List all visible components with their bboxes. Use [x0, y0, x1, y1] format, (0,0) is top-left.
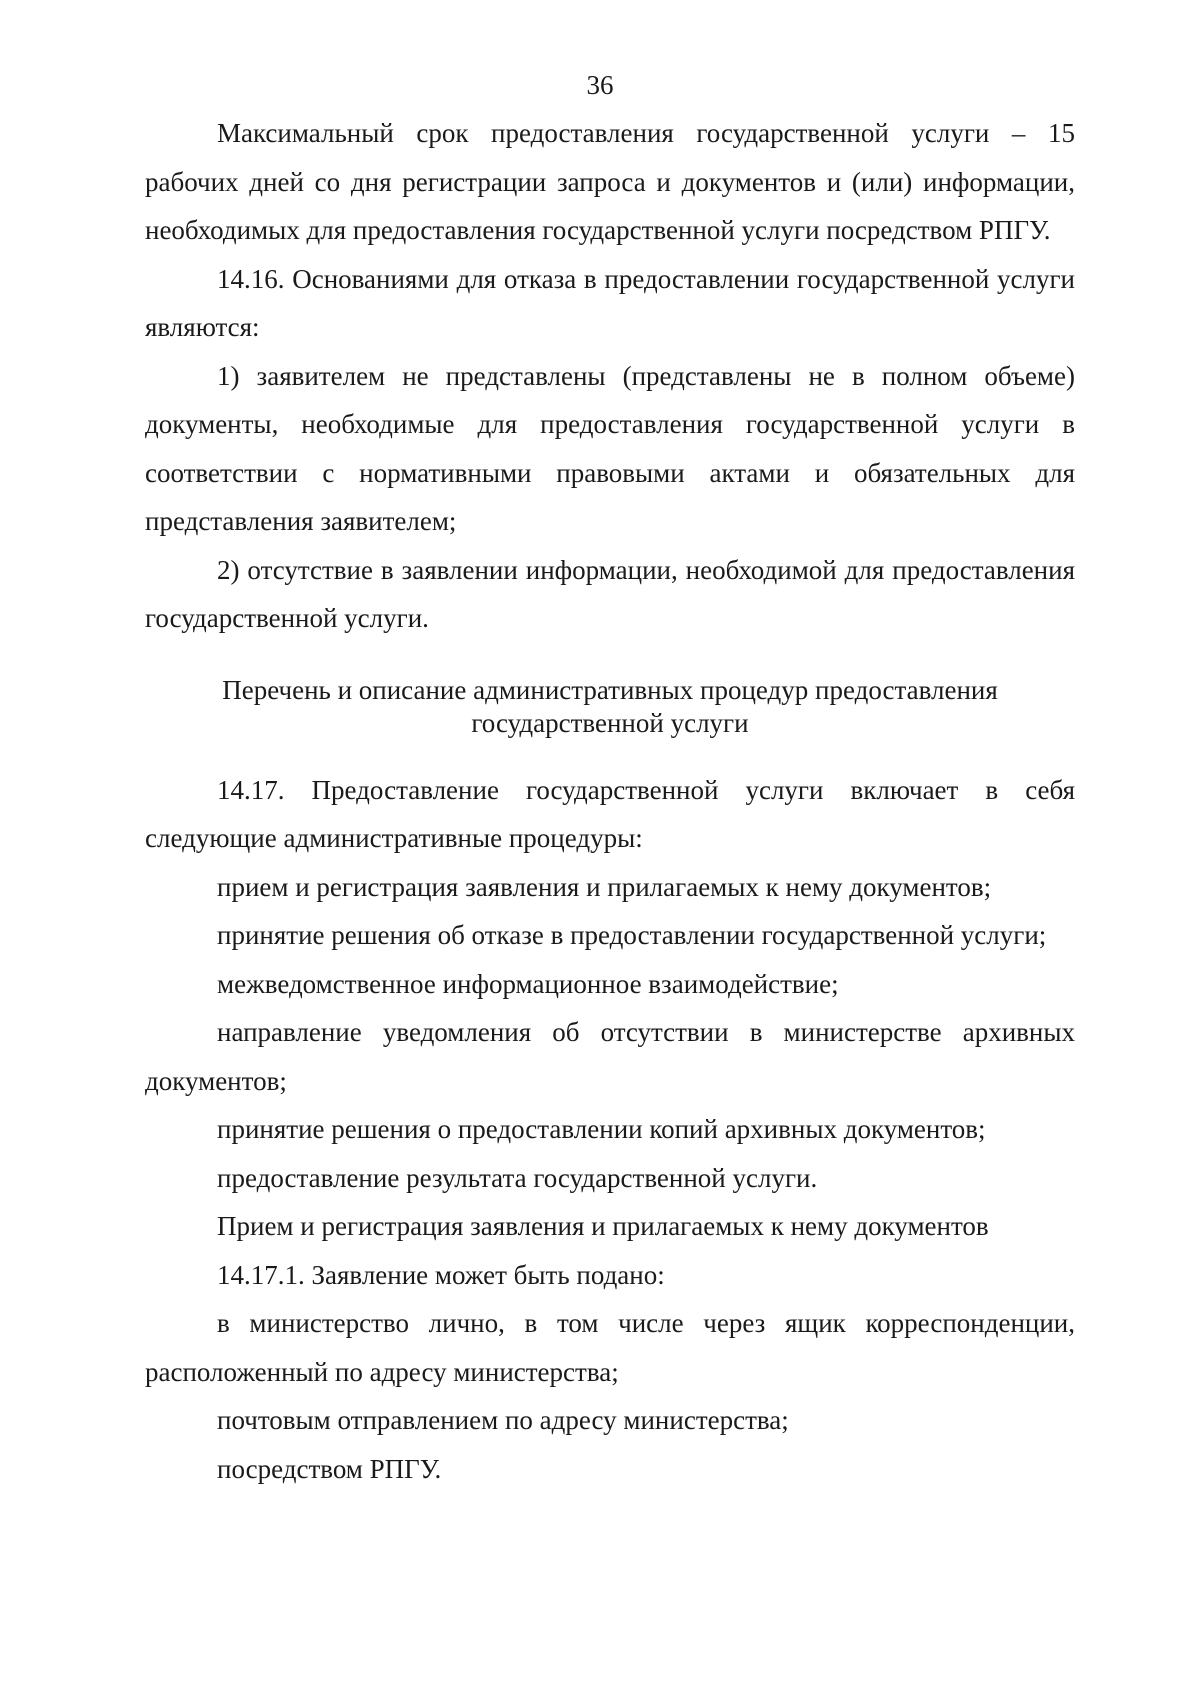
- paragraph-14-17: 14.17. Предоставление государственной услуги включает в себя следующие административные процедуры:: [145, 774, 1075, 853]
- list-item-procedure-6: предоставление результата государственной услуги.: [217, 1162, 818, 1193]
- document-body: [145, 109, 1075, 1493]
- paragraph-14-16: 14.16. Основаниями для отказа в предоставлении государственной услуги являются:: [145, 263, 1075, 342]
- list-item-procedure-5: принятие решения о предоставлении копий архивных документов;: [217, 1114, 986, 1144]
- section-heading-line-1: Перечень и описание административных процедур предоставления: [222, 674, 998, 705]
- paragraph-refusal-reason-1: 1) заявителем не представлены (представлены не в полном объеме) документы, необходимые для предоставления государственной услуги в соответствии с нормативными правовыми актами и обязательных для представления заявителем;: [145, 360, 1075, 536]
- list-item-submission-1: в министерство лично, в том числе через ящик корреспонденции, расположенный по адресу министерства;: [145, 1308, 1075, 1387]
- list-item-submission-2: почтовым отправлением по адресу министерства;: [217, 1405, 789, 1435]
- list-item-submission-3: посредством РПГУ.: [217, 1453, 442, 1484]
- page-number: 36: [586, 70, 614, 100]
- section-heading: [145, 643, 1075, 766]
- paragraph-14-17-1: 14.17.1. Заявление может быть подано:: [217, 1259, 665, 1290]
- paragraph-refusal-reason-2: 2) отсутствие в заявлении информации, необходимой для предоставления государственной услуги.: [145, 554, 1075, 633]
- list-item-procedure-3: межведомственное информационное взаимодействие;: [217, 968, 839, 999]
- paragraph-max-term: Максимальный срок предоставления государственной услуги – 15 рабочих дней со дня регистрации запроса и документов и (или) информации, необходимых для предоставления государственной услуги посредством РПГУ.: [145, 118, 1075, 245]
- section-heading-line-2: государственной услуги: [471, 707, 749, 738]
- subsection-title-reception: Прием и регистрация заявления и прилагаемых к нему документов: [217, 1211, 989, 1241]
- list-item-procedure-2: принятие решения об отказе в предоставлении государственной услуги;: [217, 920, 1047, 950]
- list-item-procedure-4: направление уведомления об отсутствии в министерстве архивных документов;: [145, 1017, 1075, 1096]
- list-item-procedure-1: прием и регистрация заявления и прилагаемых к нему документов;: [217, 871, 992, 902]
